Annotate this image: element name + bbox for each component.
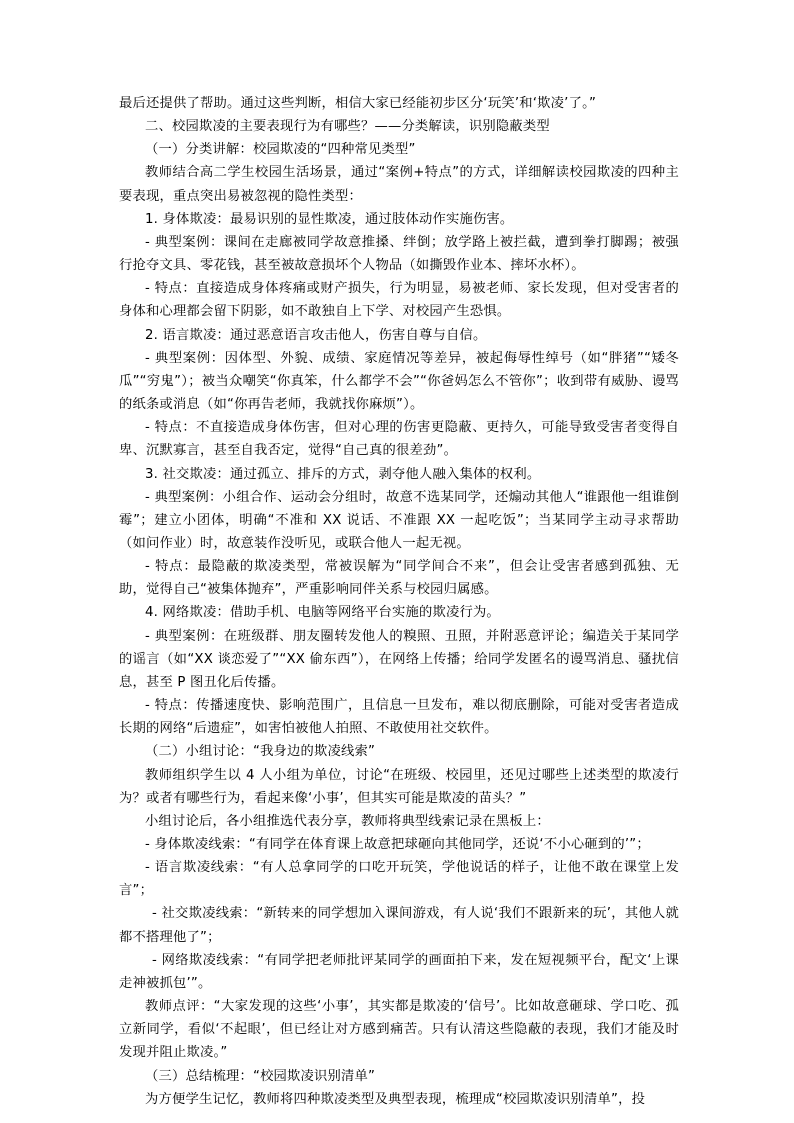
paragraph: 为方便学生记忆，教师将四种欺凌类型及典型表现，梳理成“校园欺凌识别清单”，投 <box>145 1091 646 1107</box>
paragraph: （三）总结梳理：“校园欺凌识别清单” <box>145 1068 376 1084</box>
paragraph: - 典型案例：在班级群、朋友圈转发他人的糗照、丑照，并附恶意评论；编造关于某同学的谣言（如“XX 谈恋爱了”“XX 偷东西”），在网络上传播；给同学发匿名的谩骂消息、骚扰信息，甚至 P 图丑化后传播。 <box>119 628 679 690</box>
paragraph: - 身体欺凌线索：“有同学在体育课上故意把球砸向其他同学，还说‘不小心砸到的’”； <box>145 837 650 852</box>
paragraph: - 特点：不直接造成身体伤害，但对心理的伤害更隐蔽、更持久，可能导致受害者变得自卑、沉默寡言，甚至自我否定，觉得“自己真的很差劲”。 <box>119 420 679 459</box>
paragraph: - 典型案例：因体型、外貌、成绩、家庭情况等差异，被起侮辱性绰号（如“胖猪”“矮冬瓜”“穷鬼”）；被当众嘲笑“你真笨，什么都学不会”“你爸妈怎么不管你”；收到带有威胁、谩骂的纸条或消息（如“你再告老师，我就找你麻烦”）。 <box>119 350 679 413</box>
paragraph: 教师结合高二学生校园生活场景，通过“案例+特点”的方式，详细解读校园欺凌的四种主要表现，重点突出易被忽视的隐性类型： <box>119 165 679 204</box>
paragraph: 教师组织学生以 4 人小组为单位，讨论“在班级、校园里，还见过哪些上述类型的欺凌行为？或者有哪些行为，看起来像‘小事’，但其实可能是欺凌的苗头？” <box>119 767 679 806</box>
paragraph: - 典型案例：课间在走廊被同学故意推搡、绊倒；放学路上被拦截，遭到拳打脚踢；被强行抢夺文具、零花钱，甚至被故意损坏个人物品（如撕毁作业本、摔坏水杯）。 <box>119 234 679 274</box>
paragraph: - 特点：直接造成身体疼痛或财产损失，行为明显，易被老师、家长发现，但对受害者的身体和心理都会留下阴影，如不敢独自上下学、对校园产生恐惧。 <box>119 281 679 320</box>
paragraph: - 特点：传播速度快、影响范围广，且信息一旦发布，难以彻底删除，可能对受害者造成长期的网络“后遗症”，如害怕被他人拍照、不敢使用社交软件。 <box>119 698 679 737</box>
paragraph: - 社交欺凌线索：“新转来的同学想加入课间游戏，有人说‘我们不跟新来的玩’，其他人就都不搭理他了”； <box>119 906 679 945</box>
paragraph: - 典型案例：小组合作、运动会分组时，故意不选某同学，还煽动其他人“谁跟他一组谁倒霉”；建立小团体，明确“不准和 XX 说话、不准跟 XX 一起吃饭”；当某同学主动寻求帮助（如问作业）时，故意装作没听见，或联合他人一起无视。 <box>119 489 679 551</box>
paragraph: - 网络欺凌线索：“有同学把老师批评某同学的画面拍下来，发在短视频平台，配文‘上课走神被抓包’”。 <box>119 952 679 991</box>
paragraph: 最后还提供了帮助。通过这些判断，相信大家已经能初步区分‘玩笑’和‘欺凌’了。” <box>119 96 597 111</box>
paragraph: 4. 网络欺凌：借助手机、电脑等网络平台实施的欺凌行为。 <box>145 605 500 621</box>
paragraph: 二、校园欺凌的主要表现行为有哪些？——分类解读，识别隐蔽类型 <box>145 119 550 135</box>
paragraph: 教师点评：“大家发现的这些‘小事’，其实都是欺凌的‘信号’。比如故意砸球、学口吃、孤立新同学，看似‘不起眼’，但已经让对方感到痛苦。只有认清这些隐蔽的表现，我们才能及时发现并阻止欺凌。” <box>119 999 679 1061</box>
paragraph: - 语言欺凌线索：“有人总拿同学的口吃开玩笑，学他说话的样子，让他不敢在课堂上发言”； <box>119 860 679 899</box>
document-body <box>119 92 679 1111</box>
paragraph: 小组讨论后，各小组推选代表分享，教师将典型线索记录在黑板上： <box>145 813 550 829</box>
paragraph: - 特点：最隐蔽的欺凌类型，常被误解为“同学间合不来”，但会让受害者感到孤独、无助，觉得自己“被集体抛弃”，严重影响同伴关系与校园归属感。 <box>119 559 679 598</box>
paragraph: （一）分类讲解：校园欺凌的“四种常见类型” <box>145 142 416 158</box>
paragraph: 2. 语言欺凌：通过恶意语言攻击他人，伤害自尊与自信。 <box>145 327 487 343</box>
paragraph: 3. 社交欺凌：通过孤立、排斥的方式，剥夺他人融入集体的权利。 <box>145 466 541 482</box>
paragraph: （二）小组讨论：“我身边的欺凌线索” <box>145 744 376 760</box>
paragraph: 1. 身体欺凌：最易识别的显性欺凌，通过肢体动作实施伤害。 <box>145 211 514 227</box>
